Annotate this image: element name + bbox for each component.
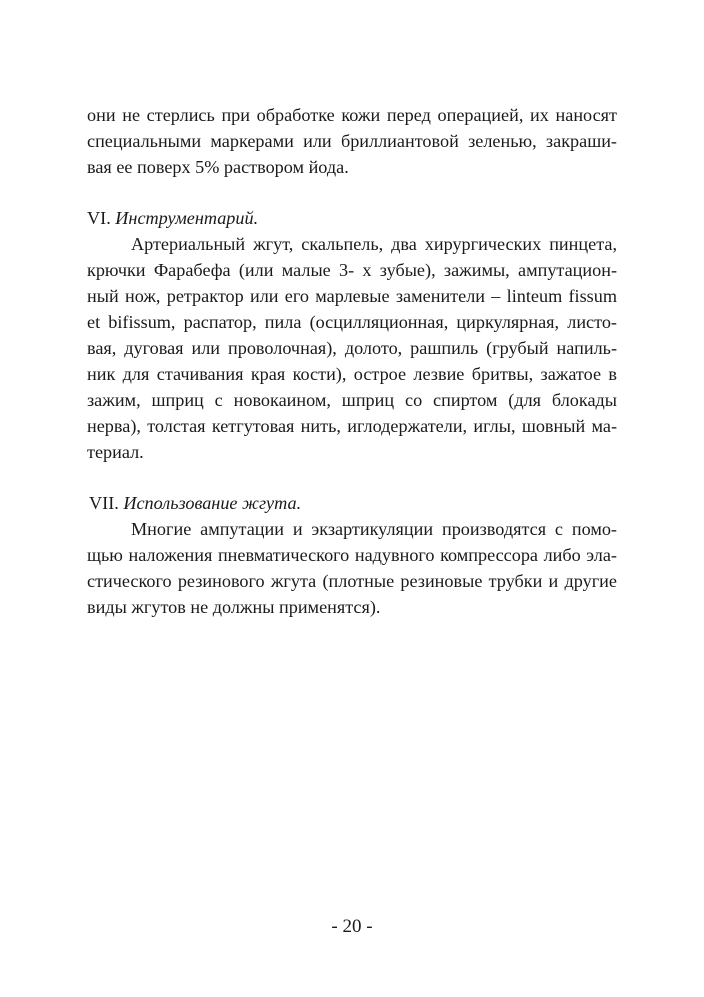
- section-6-line-8: нерва), толстая кетгутовая нить, иглодержатели, иглы, шовный ма-: [87, 416, 617, 436]
- section-6-line-9: териал.: [87, 442, 144, 462]
- section-6-line-1: Артериальный жгут, скальпель, два хирургических пинцета,: [131, 234, 617, 254]
- section-6-line-5: вая, дуговая или проволочная), долото, рашпиль (грубый напиль-: [87, 338, 617, 358]
- section-7-line-2: щью наложения пневматического надувного компрессора либо эла-: [87, 545, 617, 565]
- section-6-line-3: ный нож, ретрактор или его марлевые заменители – linteum fissum: [87, 286, 617, 306]
- section-7-line-4: виды жгутов не должны применятся).: [87, 597, 381, 617]
- intro-line-3: вая ее поверх 5% раствором йода.: [87, 157, 349, 177]
- section-7-line-1: Многие ампутации и экзартикуляции производятся с помо-: [131, 519, 617, 539]
- section-7-title: Использование жгута.: [123, 493, 302, 513]
- section-7-number: VII.: [89, 493, 119, 513]
- section-6-line-6: ник для стачивания края кости), острое лезвие бритвы, зажатое в: [87, 364, 617, 384]
- section-6-line-7: зажим, шприц с новокаином, шприц со спиртом (для блокады: [87, 390, 617, 410]
- intro-line-1: они не стерлись при обработке кожи перед операцией, их наносят: [87, 105, 617, 125]
- intro-line-2: специальными маркерами или бриллиантовой зеленью, закраши-: [87, 131, 617, 151]
- page-number: - 20 -: [331, 916, 373, 937]
- section-6-title: Инструментарий.: [115, 208, 259, 228]
- section-7-line-3: стического резинового жгута (плотные резиновые трубки и другие: [87, 571, 617, 591]
- section-6-line-4: et bifissum, распатор, пила (осцилляционная, циркулярная, листо-: [87, 312, 617, 332]
- section-6-heading: [87, 209, 258, 227]
- section-6-line-2: крючки Фарабефа (или малые 3- х зубые), зажимы, ампутацион-: [87, 260, 617, 280]
- section-7-heading: [89, 494, 301, 512]
- section-6-number: VI.: [87, 208, 111, 228]
